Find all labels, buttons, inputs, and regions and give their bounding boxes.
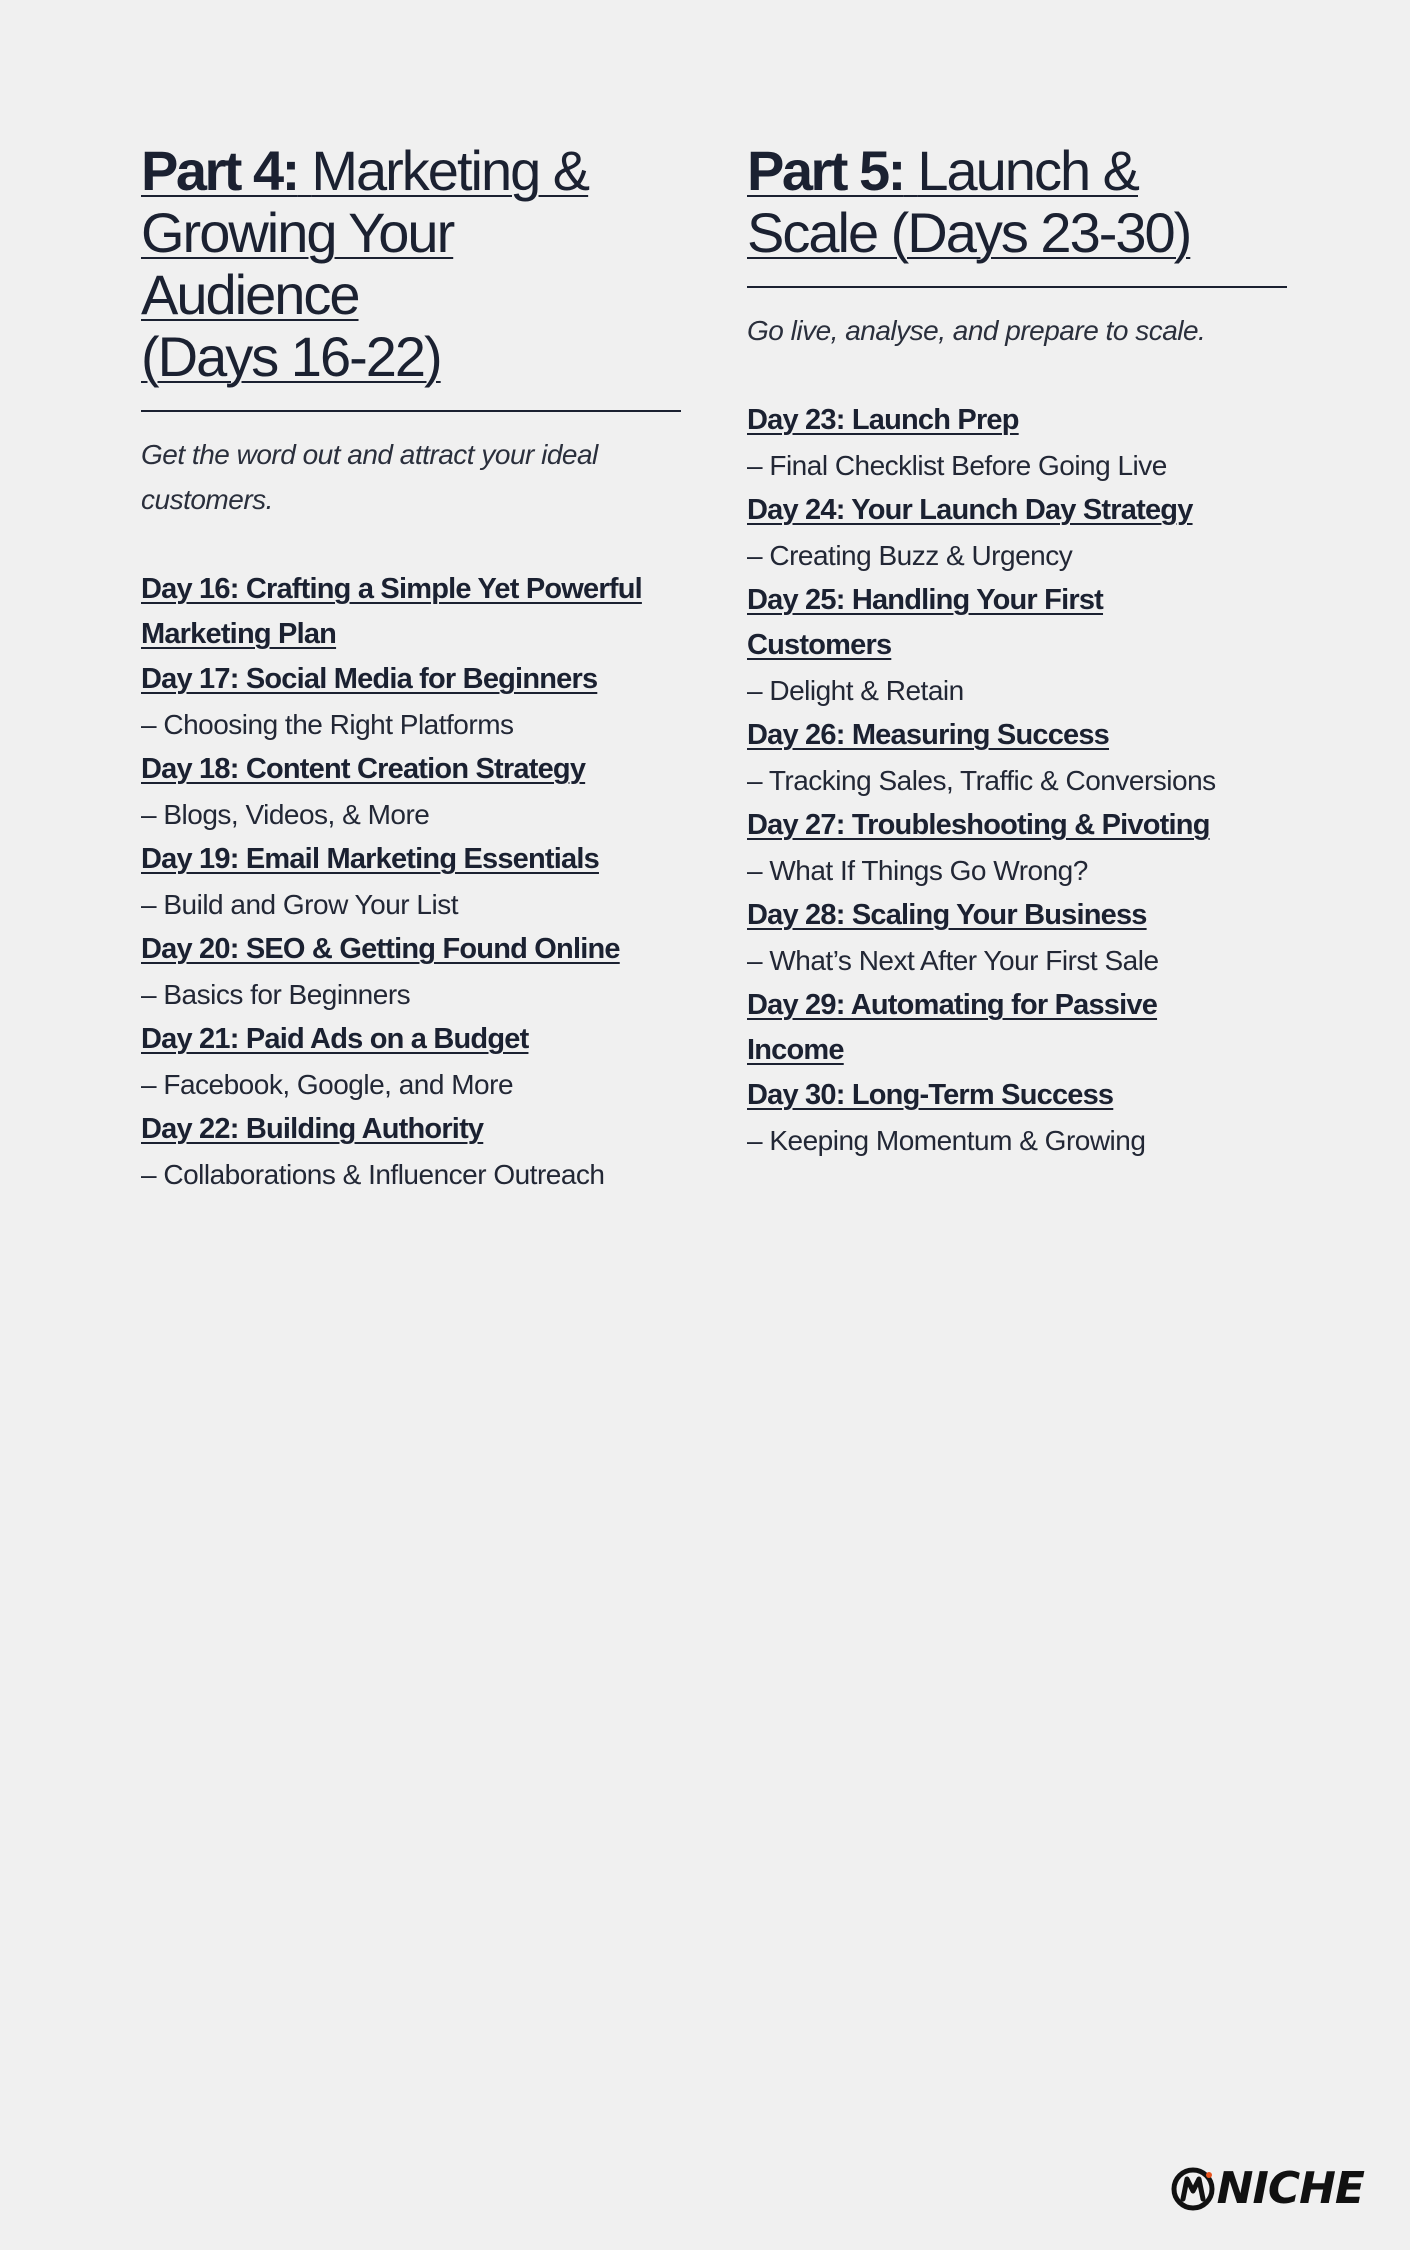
brand-logo xyxy=(1171,2163,1364,2214)
day-21-link[interactable]: Day 21: Paid Ads on a Budget xyxy=(141,1023,529,1055)
part-5-title-line-2: Scale (Days 23-30) xyxy=(747,201,1191,264)
day-18-description: – Blogs, Videos, & More xyxy=(141,799,430,830)
day-27-link[interactable]: Day 27: Troubleshooting & Pivoting xyxy=(747,809,1210,841)
list-item xyxy=(141,1107,681,1197)
part-4-title-line-1: Marketing & xyxy=(311,139,589,202)
day-23-link[interactable]: Day 23: Launch Prep xyxy=(747,404,1019,436)
day-29-link[interactable]: Day 29: Automating for Passive Income xyxy=(747,989,1158,1066)
part-5-heading xyxy=(747,140,1287,264)
part-4-title-line-2: Growing Your xyxy=(141,201,454,264)
list-item xyxy=(141,837,681,927)
day-28-link[interactable]: Day 28: Scaling Your Business xyxy=(747,899,1147,931)
list-item xyxy=(141,1017,681,1107)
list-item xyxy=(747,488,1287,578)
list-item xyxy=(747,578,1287,713)
day-16-link[interactable]: Day 16: Crafting a Simple Yet Powerful Marketing Plan xyxy=(141,573,642,650)
day-17-link[interactable]: Day 17: Social Media for Beginners xyxy=(141,663,598,695)
day-20-description: – Basics for Beginners xyxy=(141,979,411,1010)
list-item xyxy=(747,1073,1287,1163)
niche-logo-icon xyxy=(1171,2167,1215,2211)
part-4-label: Part 4: xyxy=(141,139,298,202)
day-23-description: – Final Checklist Before Going Live xyxy=(747,450,1167,481)
part-5-day-list xyxy=(747,398,1287,1163)
part-4-title-line-3: Audience xyxy=(141,263,359,326)
part-5-subtitle: Go live, analyse, and prepare to scale. xyxy=(747,315,1206,346)
day-22-description: – Collaborations & Influencer Outreach xyxy=(141,1159,605,1190)
list-item xyxy=(747,713,1287,803)
list-item xyxy=(747,803,1287,893)
day-28-description: – What’s Next After Your First Sale xyxy=(747,945,1159,976)
day-18-link[interactable]: Day 18: Content Creation Strategy xyxy=(141,753,586,785)
day-21-description: – Facebook, Google, and More xyxy=(141,1069,514,1100)
day-19-description: – Build and Grow Your List xyxy=(141,889,458,920)
day-17-description: – Choosing the Right Platforms xyxy=(141,709,514,740)
part-5-section xyxy=(747,140,1287,1163)
part-5-divider xyxy=(747,286,1287,288)
list-item xyxy=(747,398,1287,488)
list-item xyxy=(141,747,681,837)
brand-logo-text: NICHE xyxy=(1216,2163,1364,2214)
day-22-link[interactable]: Day 22: Building Authority xyxy=(141,1113,484,1145)
day-26-description: – Tracking Sales, Traffic & Conversions xyxy=(747,765,1216,796)
part-4-title-line-4: (Days 16-22) xyxy=(141,325,441,388)
day-25-link[interactable]: Day 25: Handling Your First Customers xyxy=(747,584,1104,661)
list-item xyxy=(141,927,681,1017)
list-item xyxy=(141,567,681,657)
list-item xyxy=(747,893,1287,983)
day-24-link[interactable]: Day 24: Your Launch Day Strategy xyxy=(747,494,1193,526)
day-24-description: – Creating Buzz & Urgency xyxy=(747,540,1073,571)
day-25-description: – Delight & Retain xyxy=(747,675,964,706)
part-4-divider xyxy=(141,410,681,412)
list-item xyxy=(141,657,681,747)
list-item xyxy=(747,983,1287,1073)
part-5-title-line-1: Launch & xyxy=(917,139,1138,202)
part-4-day-list xyxy=(141,567,681,1197)
part-5-label: Part 5: xyxy=(747,139,904,202)
day-20-link[interactable]: Day 20: SEO & Getting Found Online xyxy=(141,933,620,965)
day-26-link[interactable]: Day 26: Measuring Success xyxy=(747,719,1110,751)
part-4-heading xyxy=(141,140,681,388)
part-4-subtitle: Get the word out and attract your ideal customers. xyxy=(141,439,598,515)
day-30-description: – Keeping Momentum & Growing xyxy=(747,1125,1146,1156)
day-19-link[interactable]: Day 19: Email Marketing Essentials xyxy=(141,843,599,875)
day-30-link[interactable]: Day 30: Long-Term Success xyxy=(747,1079,1114,1111)
day-27-description: – What If Things Go Wrong? xyxy=(747,855,1088,886)
part-4-section xyxy=(141,140,681,1197)
